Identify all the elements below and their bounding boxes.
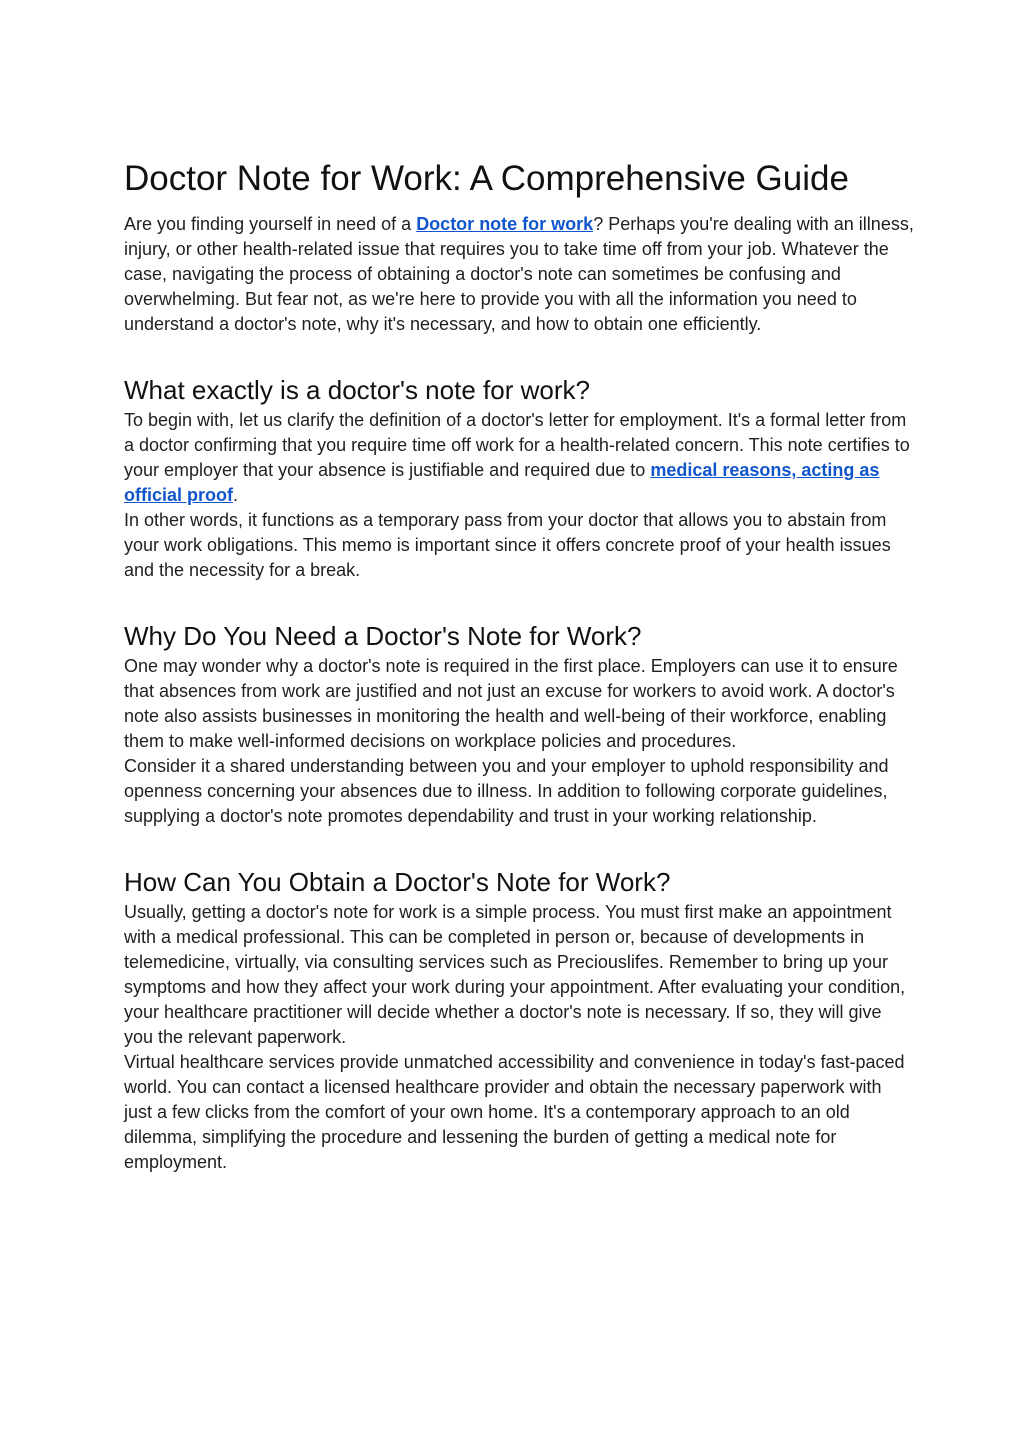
section-how-obtain-paragraph-2: Virtual healthcare services provide unmatched accessibility and convenience in today's fast-paced world. You can contact a licensed healthcare provider and obtain the necessary paperwork with just a few clicks from the comfort of your own home. It's a contemporary approach to an old dilemma, simplifying the procedure and lessening the burden of getting a medical note for employment. xyxy=(124,1052,905,1172)
section-what-is-paragraph-2: In other words, it functions as a temporary pass from your doctor that allows you to abstain from your work obligations. This memo is important since it offers concrete proof of your health issues and the necessity for a break. xyxy=(124,510,891,580)
section-why-need-paragraph-1: One may wonder why a doctor's note is required in the first place. Employers can use it to ensure that absences from work are justified and not just an excuse for workers to avoid work. A doctor's note also assists businesses in monitoring the health and well-being of their workforce, enabling them to make well-informed decisions on workplace policies and procedures. xyxy=(124,656,898,751)
section-what-is xyxy=(124,374,914,583)
section-how-obtain-paragraph-1: Usually, getting a doctor's note for work is a simple process. You must first make an appointment with a medical professional. This can be completed in person or, because of developments in telemedicine, virtually, via consulting services such as Preciouslifes. Remember to bring up your symptoms and how they affect your work during your appointment. After evaluating your condition, your healthcare practitioner will decide whether a doctor's note is necessary. If so, they will give you the relevant paperwork. xyxy=(124,902,906,1047)
section-heading-how-obtain: How Can You Obtain a Doctor's Note for Work? xyxy=(124,867,671,897)
intro-text-before-link: Are you finding yourself in need of a xyxy=(124,214,417,234)
section-how-obtain xyxy=(124,866,914,1175)
intro-paragraph xyxy=(124,212,914,337)
paragraph-text-before-link: To begin with, let us clarify the definition of a doctor's letter for employment. It's a formal letter from a doctor confirming that you require time off work for a health-related concern. This note certifies to your employer that your absence is justifiable and required due to xyxy=(124,410,910,480)
section-what-is-paragraph-1 xyxy=(124,408,914,508)
paragraph-text-after-link: . xyxy=(233,485,239,505)
section-why-need-paragraph-2: Consider it a shared understanding between you and your employer to uphold responsibility and openness concerning your absences due to illness. In addition to following corporate guidelines, supplying a doctor's note promotes dependability and trust in your working relationship. xyxy=(124,756,889,826)
section-heading-why-need: Why Do You Need a Doctor's Note for Work? xyxy=(124,621,642,651)
intro-text-after-link: ? Perhaps you're dealing with an illness, injury, or other health-related issue that requires you to take time off from your job. Whatever the case, navigating the process of obtaining a doctor's note can sometimes be confusing and overwhelming. But fear not, as we're here to provide you with all the information you need to understand a doctor's note, why it's necessary, and how to obtain one efficiently. xyxy=(124,214,914,334)
document-title: Doctor Note for Work: A Comprehensive Guide xyxy=(124,159,849,198)
document-page xyxy=(124,158,914,1175)
doctor-note-link[interactable]: Doctor note for work xyxy=(416,214,594,234)
section-why-need xyxy=(124,620,914,829)
medical-reasons-link[interactable]: medical reasons, acting as official proof xyxy=(124,460,880,505)
section-heading-what-is: What exactly is a doctor's note for work? xyxy=(124,375,590,405)
